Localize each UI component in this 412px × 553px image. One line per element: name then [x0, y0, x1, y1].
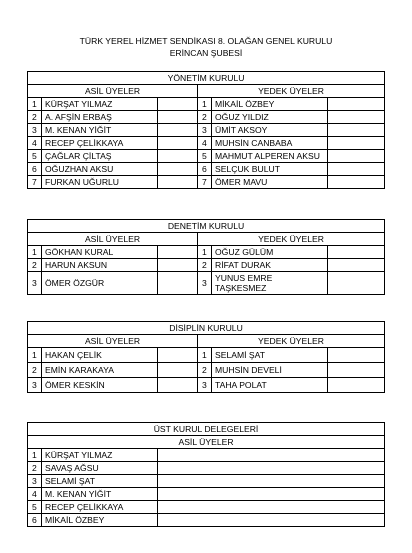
empty-cell — [328, 246, 385, 259]
row-number: 4 — [28, 137, 42, 150]
yedek-name: ÖMER MAVU — [212, 176, 328, 189]
branch-name: ERİNCAN ŞUBESİ — [169, 48, 243, 58]
empty-cell — [158, 163, 198, 176]
yedek-name: SELÇUK BULUT — [212, 163, 328, 176]
section-title: DENETİM KURULU — [28, 220, 385, 233]
table-row — [28, 348, 385, 363]
table-row — [28, 475, 385, 488]
table-row — [28, 150, 385, 163]
empty-cell — [328, 124, 385, 137]
asil-name: OĞUZHAN AKSU — [42, 163, 158, 176]
table-row — [28, 137, 385, 150]
empty-cell — [328, 163, 385, 176]
empty-cell — [158, 363, 198, 378]
empty-cell — [158, 150, 198, 163]
delegate-name: SELAMİ ŞAT — [42, 475, 158, 488]
row-number: 1 — [198, 348, 212, 363]
section-title: DİSİPLİN KURULU — [28, 322, 385, 335]
empty-cell — [328, 98, 385, 111]
row-number: 2 — [198, 363, 212, 378]
row-number: 6 — [28, 163, 42, 176]
yedek-name: YUNUS EMRE TAŞKESMEZ — [212, 272, 328, 295]
yedek-name: ÜMİT AKSOY — [212, 124, 328, 137]
asil-name: HAKAN ÇELİK — [42, 348, 158, 363]
empty-cell — [158, 124, 198, 137]
asil-name: A. AFŞİN ERBAŞ — [42, 111, 158, 124]
row-number: 3 — [28, 378, 42, 393]
delegate-name: MİKAİL ÖZBEY — [42, 514, 158, 527]
empty-cell — [328, 363, 385, 378]
delegate-name: SAVAŞ AĞSU — [42, 462, 158, 475]
empty-cell — [328, 378, 385, 393]
yedek-name: OĞUZ YILDIZ — [212, 111, 328, 124]
row-number: 7 — [28, 176, 42, 189]
row-number: 1 — [28, 348, 42, 363]
asil-name: RECEP ÇELİKKAYA — [42, 137, 158, 150]
delegate-name: RECEP ÇELİKKAYA — [42, 501, 158, 514]
delegate-name: KÜRŞAT YILMAZ — [42, 449, 158, 462]
yedek-name: MUHSİN DEVELİ — [212, 363, 328, 378]
asil-name: ÇAĞLAR ÇİLTAŞ — [42, 150, 158, 163]
table-row — [28, 111, 385, 124]
table-row — [28, 163, 385, 176]
row-number: 3 — [28, 272, 42, 295]
yedek-name: MİKAİL ÖZBEY — [212, 98, 328, 111]
asil-name: ÖMER KESKİN — [42, 378, 158, 393]
row-number: 6 — [28, 514, 42, 527]
yedek-name: MAHMUT ALPEREN AKSU — [212, 150, 328, 163]
row-number: 2 — [28, 259, 42, 272]
yedek-name: MUHSİN CANBABA — [212, 137, 328, 150]
row-number: 5 — [198, 150, 212, 163]
table-row — [28, 98, 385, 111]
row-number: 6 — [198, 163, 212, 176]
row-number: 3 — [28, 124, 42, 137]
table-row — [28, 449, 385, 462]
empty-cell — [158, 475, 385, 488]
row-number: 1 — [198, 98, 212, 111]
yedek-name: RİFAT DURAK — [212, 259, 328, 272]
row-number: 3 — [28, 475, 42, 488]
empty-cell — [328, 272, 385, 295]
yedek-header: YEDEK ÜYELER — [198, 233, 385, 246]
table-row — [28, 514, 385, 527]
asil-name: GÖKHAN KURAL — [42, 246, 158, 259]
row-number: 4 — [198, 137, 212, 150]
asil-header: ASİL ÜYELER — [28, 85, 198, 98]
row-number: 4 — [28, 488, 42, 501]
asil-name: M. KENAN YİĞİT — [42, 124, 158, 137]
asil-name: KÜRŞAT YILMAZ — [42, 98, 158, 111]
row-number: 2 — [28, 363, 42, 378]
disiplin-kurulu-table — [27, 321, 385, 393]
empty-cell — [158, 111, 198, 124]
empty-cell — [328, 150, 385, 163]
empty-cell — [158, 378, 198, 393]
empty-cell — [158, 501, 385, 514]
row-number: 7 — [198, 176, 212, 189]
row-number: 5 — [28, 501, 42, 514]
empty-cell — [328, 111, 385, 124]
row-number: 3 — [198, 272, 212, 295]
asil-name: FURKAN UĞURLU — [42, 176, 158, 189]
table-row — [28, 124, 385, 137]
asil-name: EMİN KARAKAYA — [42, 363, 158, 378]
yedek-header: YEDEK ÜYELER — [198, 335, 385, 348]
empty-cell — [328, 348, 385, 363]
yonetim-kurulu-table — [27, 71, 385, 189]
ust-kurul-delegeleri-table — [27, 422, 385, 527]
row-number: 3 — [198, 378, 212, 393]
table-row — [28, 176, 385, 189]
yedek-name: SELAMİ ŞAT — [212, 348, 328, 363]
empty-cell — [158, 259, 198, 272]
row-number: 2 — [28, 462, 42, 475]
yedek-header: YEDEK ÜYELER — [198, 85, 385, 98]
denetim-kurulu-table — [27, 219, 385, 295]
table-row — [28, 501, 385, 514]
empty-cell — [158, 176, 198, 189]
empty-cell — [158, 462, 385, 475]
asil-header: ASİL ÜYELER — [28, 436, 385, 449]
yedek-name: OĞUZ GÜLÜM — [212, 246, 328, 259]
asil-header: ASİL ÜYELER — [28, 233, 198, 246]
empty-cell — [158, 514, 385, 527]
delegate-name: M. KENAN YİĞİT — [42, 488, 158, 501]
table-row — [28, 363, 385, 378]
row-number: 2 — [28, 111, 42, 124]
empty-cell — [328, 259, 385, 272]
row-number: 3 — [198, 124, 212, 137]
table-row — [28, 246, 385, 259]
empty-cell — [158, 488, 385, 501]
empty-cell — [328, 137, 385, 150]
section-title: ÜST KURUL DELEGELERİ — [28, 423, 385, 436]
table-row — [28, 378, 385, 393]
empty-cell — [158, 449, 385, 462]
row-number: 1 — [28, 98, 42, 111]
yedek-name: TAHA POLAT — [212, 378, 328, 393]
empty-cell — [158, 246, 198, 259]
row-number: 2 — [198, 111, 212, 124]
empty-cell — [328, 176, 385, 189]
asil-header: ASİL ÜYELER — [28, 335, 198, 348]
row-number: 5 — [28, 150, 42, 163]
row-number: 1 — [28, 449, 42, 462]
section-title: YÖNETİM KURULU — [28, 72, 385, 85]
empty-cell — [158, 137, 198, 150]
table-row — [28, 272, 385, 295]
row-number: 2 — [198, 259, 212, 272]
empty-cell — [158, 272, 198, 295]
empty-cell — [158, 98, 198, 111]
row-number: 1 — [28, 246, 42, 259]
table-row — [28, 488, 385, 501]
asil-name: ÖMER ÖZGÜR — [42, 272, 158, 295]
asil-name: HARUN AKSUN — [42, 259, 158, 272]
empty-cell — [158, 348, 198, 363]
table-row — [28, 462, 385, 475]
row-number: 1 — [198, 246, 212, 259]
table-row — [28, 259, 385, 272]
document-title: TÜRK YEREL HİZMET SENDİKASI 8. OLAĞAN GENEL KURULU — [79, 36, 333, 46]
